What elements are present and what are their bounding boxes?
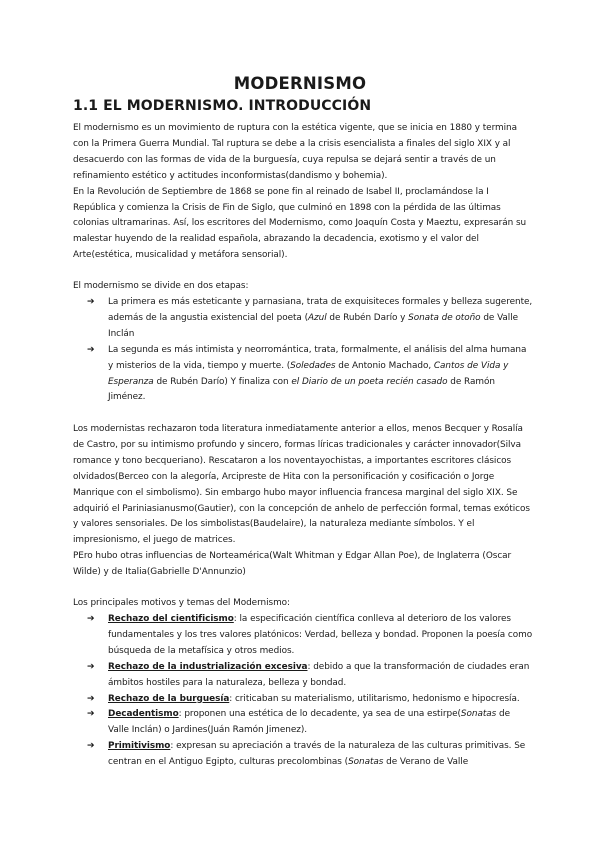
influences-paragraph-1: Los modernistas rechazaron toda literatura inmediatamente anterior a ellos, menos Becquer y Rosalía de Castro, por su intimismo profundo y sincero, formas líricas tradicionales y carácter innovador(Silva romance y tono becqueriano). Rescataron a los noventayochistas, a importantes escritores clásicos olvidados(Berceo con la alegoría, Arcipreste de Hita con la personificación y cosificación o Jorge Manrique con el simbolismo). Sin embargo hubo mayor influencia francesa marginal del siglo XIX. Se adquirió el Pariniasianusmo(Gautier), con la concepción de anhelo de perfección formal, temas exóticos y valores sensoriales. De los simbolistas(Baudelaire), la naturaleza mediante símbolos. Y el impresionismo, el juego de matrices. — [73, 424, 530, 546]
stages-list — [87, 295, 533, 406]
list-item: ➔ La primera es más esteticante y parnasiana, trata de exquisiteces formales y belleza sugerente, además de la angustia existencial del poeta (Azul de Rubén Darío y Sonata de otoño de Valle Inclán — [87, 297, 533, 339]
list-item: ➔ Rechazo del cientificismo: la especificación científica conlleva al deterioro de los valores fundamentales y los tres valores platónicos: Verdad, belleza y bondad. Proponen la poesía como búsqueda de la metafísica y otros medios. — [87, 614, 533, 656]
arrow-icon: ➔ — [87, 297, 95, 307]
arrow-icon: ➔ — [87, 709, 95, 720]
intro-section — [73, 121, 533, 264]
document-title: MODERNISMO — [233, 74, 367, 93]
section-heading: 1.1 EL MODERNISMO. INTRODUCCIÓN — [73, 98, 372, 114]
theme-label: Rechazo de la industrialización excesiva — [108, 661, 308, 672]
theme-label: Decadentismo — [108, 709, 179, 720]
theme-label: Primitivismo — [108, 741, 171, 752]
arrow-icon: ➔ — [87, 693, 95, 704]
list-item: ➔ Decadentismo: proponen una estética de lo decadente, ya sea de una estirpe(Sonatas de Valle Inclán) o Jardines(Juán Ramón Jimenez). — [87, 709, 510, 736]
arrow-icon: ➔ — [87, 344, 95, 355]
list-item: ➔ Primitivismo: expresan su apreciación a través de la naturaleza de las culturas primitivas. Se centran en el Antiguo Egipto, culturas precolombinas (Sonatas de Verano de Valle — [87, 741, 526, 768]
influences-paragraph-2: PEro hubo otras influencias de Norteamérica(Walt Whitman y Edgar Allan Poe), de Inglaterra (Oscar Wilde) y de Italia(Gabrielle D'Annunzio) — [73, 551, 512, 578]
influences-section — [73, 422, 533, 581]
arrow-icon: ➔ — [87, 614, 95, 624]
theme-label: Rechazo del cientificismo — [108, 614, 234, 624]
intro-paragraph-1: El modernismo es un movimiento de ruptura con la estética vigente, que se inicia en 1880 y termina con la Primera Guerra Mundial. Tal ruptura se debe a la crisis esencialista a finales del siglo XIX y al desacuerdo con las formas de vida de la burguesía, cuya repulsa se dejará sentir a través de un refinamiento estético y actitudes inconformistas(dandismo y bohemia). — [73, 123, 518, 181]
list-item: ➔ Rechazo de la burguesía: criticaban su materialismo, utilitarismo, hedonismo e hipocresía. — [87, 692, 533, 708]
list-item: ➔ Rechazo de la industrialización excesiva: debido a que la transformación de ciudades eran ámbitos hostiles para la naturaleza, belleza y bondad. — [87, 661, 530, 688]
arrow-icon: ➔ — [87, 661, 95, 672]
intro-paragraph-2: En la Revolución de Septiembre de 1868 se pone fin al reinado de Isabel II, proclamándose la I República y comienza la Crisis de Fin de Siglo, que culminó en 1898 con la pérdida de las últimas colonias ultramarinas. Así, los escritores del Modernismo, como Joaquín Costa y Maeztu, expresarán su malestar huyendo de la realidad española, abrazando la decadencia, exotismo y el valor del Arte(estética, musicalidad y metáfora sensorial). — [73, 186, 527, 261]
arrow-icon: ➔ — [87, 741, 95, 752]
list-item: ➔ La segunda es más intimista y neorromántica, trata, formalmente, el análisis del alma humana y misterios de la vida, tiempo y muerte. (Soledades de Antonio Machado, Cantos de Vida y Esperanza de Rubén Darío) Y finaliza con el Diario de un poeta recién casado de Ramón Jiménez. — [87, 344, 527, 403]
themes-list — [87, 612, 533, 771]
stages-intro: El modernismo se divide en dos etapas: — [73, 281, 249, 291]
themes-intro: Los principales motivos y temas del Modernismo: — [73, 598, 290, 608]
theme-label: Rechazo de la burguesía — [108, 693, 230, 704]
